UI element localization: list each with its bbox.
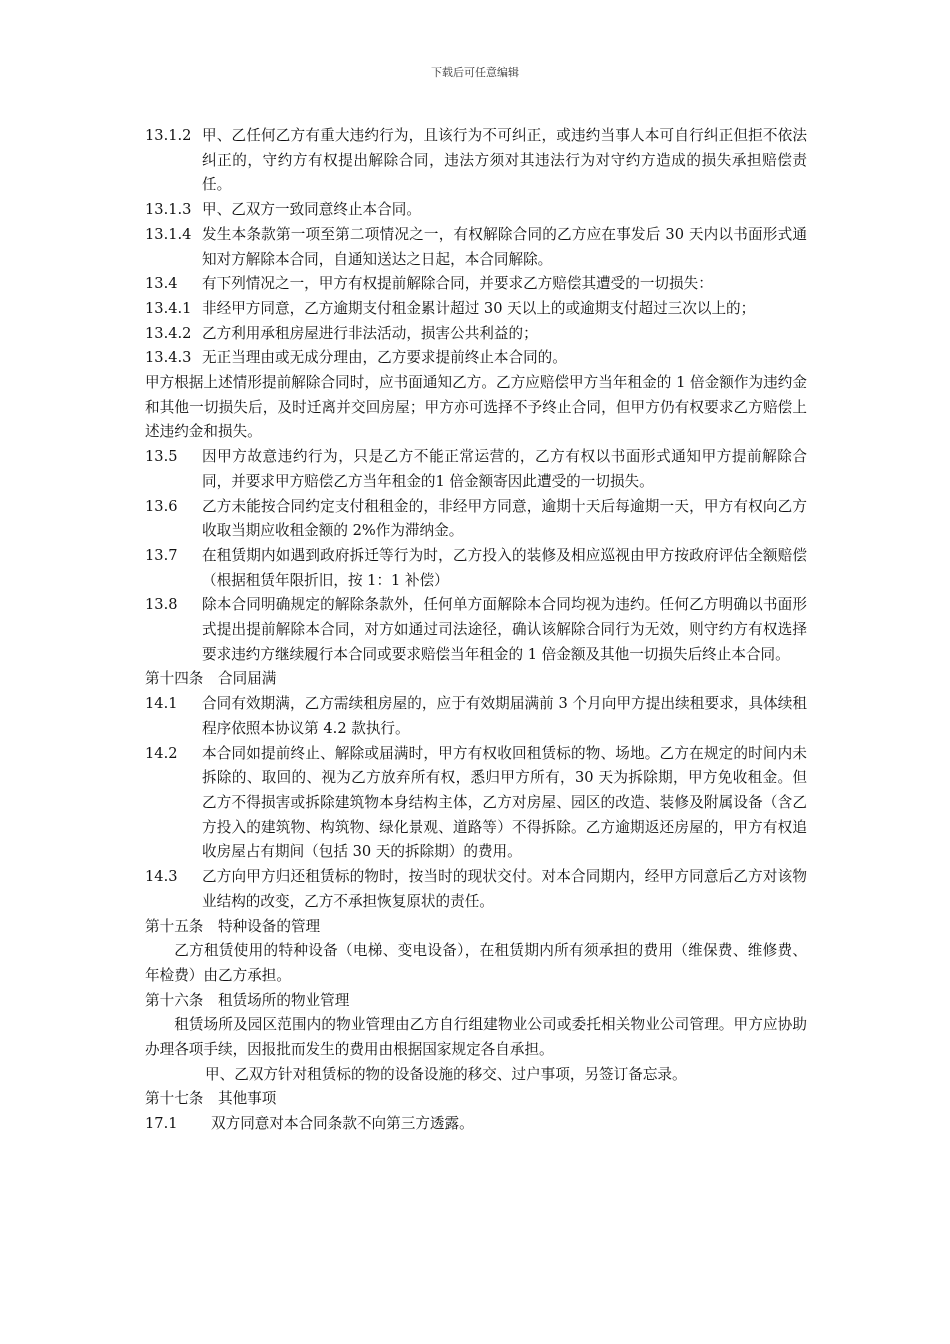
clause-text: 甲、乙双方一致同意终止本合同。 — [202, 201, 421, 219]
clause-number: 13.4 — [145, 275, 178, 293]
clause-number: 13.4.1 — [145, 299, 192, 317]
clause-text: 非经甲方同意，乙方逾期支付租金累计超过 30 天以上的或逾期支付超过三次以上的； — [202, 299, 756, 317]
clause-text: 双方同意对本合同条款不向第三方透露。 — [211, 1115, 474, 1133]
clause-text: 本合同如提前终止、解除或届满时，甲方有权收回租赁标的物、场地。乙方在规定的时间内未拆除的、取回的、视为乙方放弃所有权，悉归甲方所有，30 天为拆除期，甲方免收租金。但乙方不得损害或拆除建筑物本身结构主体，乙方对房屋、园区的改造、装修及附属设备（含乙方投入的建筑物、构筑物、绿化景观、道路等）不得拆除。乙方逾期返还房屋的，甲方有权追收房屋占有期间（包括 30 天的拆除期）的费用。 — [202, 744, 807, 861]
clause-item — [145, 544, 807, 593]
clause-number: 13.4.2 — [145, 324, 192, 342]
clause-number: 14.1 — [145, 695, 178, 713]
clause-number: 13.8 — [145, 596, 178, 614]
paragraph: 甲方根据上述情形提前解除合同时，应书面通知乙方。乙方应赔偿甲方当年租金的 1 倍金额作为违约金和其他一切损失后，及时迁离并交回房屋；甲方亦可选择不予终止合同，但甲方仍有权要求乙方赔偿上述违约金和损失。 — [145, 374, 807, 441]
clause-number: 13.7 — [145, 546, 178, 564]
clause-number: 13.5 — [145, 448, 178, 466]
section-heading: 第十七条 其他事项 — [145, 1090, 277, 1108]
clause-number: 14.2 — [145, 744, 178, 762]
clause-item — [145, 445, 807, 494]
clause-text: 在租赁期内如遇到政府拆迁等行为时，乙方投入的装修及相应巡视由甲方按政府评估全额赔偿（根据租赁年限折旧，按 1：1 补偿） — [202, 546, 807, 589]
clause-text: 有下列情况之一，甲方有权提前解除合同，并要求乙方赔偿其遭受的一切损失： — [202, 275, 713, 293]
clause-item — [145, 297, 807, 322]
clause-text: 无正当理由或无成分理由，乙方要求提前终止本合同的。 — [202, 349, 567, 367]
clause-number: 13.6 — [145, 497, 178, 515]
clause-text: 因甲方故意违约行为，只是乙方不能正常运营的，乙方有权以书面形式通知甲方提前解除合同，并要求甲方赔偿乙方当年租金的1 倍金额寄因此遭受的一切损失。 — [202, 448, 807, 490]
clause-item — [145, 346, 807, 371]
document-body — [145, 124, 807, 1137]
paragraph: 租赁场所及园区范围内的物业管理由乙方自行组建物业公司或委托相关物业公司管理。甲方应协助办理各项手续，因报批而发生的费用由根据国家规定各自承担。 — [145, 1016, 807, 1059]
clause-item — [145, 198, 807, 223]
clause-text: 乙方利用承租房屋进行非法活动，损害公共利益的； — [202, 324, 538, 342]
clause-number: 13.1.4 — [145, 225, 192, 243]
clause-item — [145, 692, 807, 741]
paragraph: 甲、乙双方针对租赁标的物的设备设施的移交、过户事项，另签订备忘录。 — [205, 1065, 687, 1083]
clause-number: 13.1.2 — [145, 127, 192, 144]
section-heading: 第十六条 租赁场所的物业管理 — [145, 991, 350, 1009]
clause-number: 17.1 — [145, 1115, 178, 1133]
clause-item — [145, 865, 807, 914]
clause-item — [145, 495, 807, 544]
clause-text: 发生本条款第一项至第二项情况之一，有权解除合同的乙方应在事发后 30 天内以书面形式通知对方解除本合同，自通知送达之日起，本合同解除。 — [202, 225, 807, 268]
page-header: 下载后可任意编辑 — [431, 66, 519, 79]
clause-text: 合同有效期满，乙方需续租房屋的，应于有效期届满前 3 个月向甲方提出续租要求，具体续租程序依照本协议第 4.2 款执行。 — [202, 695, 807, 737]
clause-text: 乙方向甲方归还租赁标的物时，按当时的现状交付。对本合同期内，经甲方同意后乙方对该物业结构的改变，乙方不承担恢复原状的责任。 — [202, 868, 807, 910]
clause-item — [145, 272, 807, 297]
clause-text: 除本合同明确规定的解除条款外，任何单方面解除本合同均视为违约。任何乙方明确以书面形式提出提前解除本合同，对方如通过司法途径，确认该解除合同行为无效，则守约方有权选择要求违约方继续履行本合同或要求赔偿当年租金的 1 倍金额及其他一切损失后终止本合同。 — [202, 596, 807, 663]
clause-item — [145, 742, 807, 866]
clause-text: 甲、乙任何乙方有重大违约行为，且该行为不可纠正，或违约当事人本可自行纠正但拒不依法纠正的，守约方有权提出解除合同，违法方须对其违法行为对守约方造成的损失承担赔偿责任。 — [202, 127, 807, 194]
section-heading: 第十四条 合同届满 — [145, 670, 277, 688]
clause-item — [145, 124, 807, 198]
clause-number: 13.4.3 — [145, 349, 192, 367]
clause-item — [145, 322, 807, 347]
clause-item — [145, 593, 807, 667]
clause-number: 14.3 — [145, 868, 178, 886]
clause-item — [145, 1112, 807, 1137]
section-heading: 第十五条 特种设备的管理 — [145, 917, 321, 935]
clause-item — [145, 223, 807, 272]
paragraph: 乙方租赁使用的特种设备（电梯、变电设备），在租赁期内所有须承担的费用（维保费、维修费、年检费）由乙方承担。 — [145, 942, 807, 984]
clause-number: 13.1.3 — [145, 201, 192, 219]
clause-text: 乙方未能按合同约定支付租租金的，非经甲方同意，逾期十天后每逾期一天，甲方有权向乙方收取当期应收租金额的 2%作为滞纳金。 — [202, 497, 807, 540]
